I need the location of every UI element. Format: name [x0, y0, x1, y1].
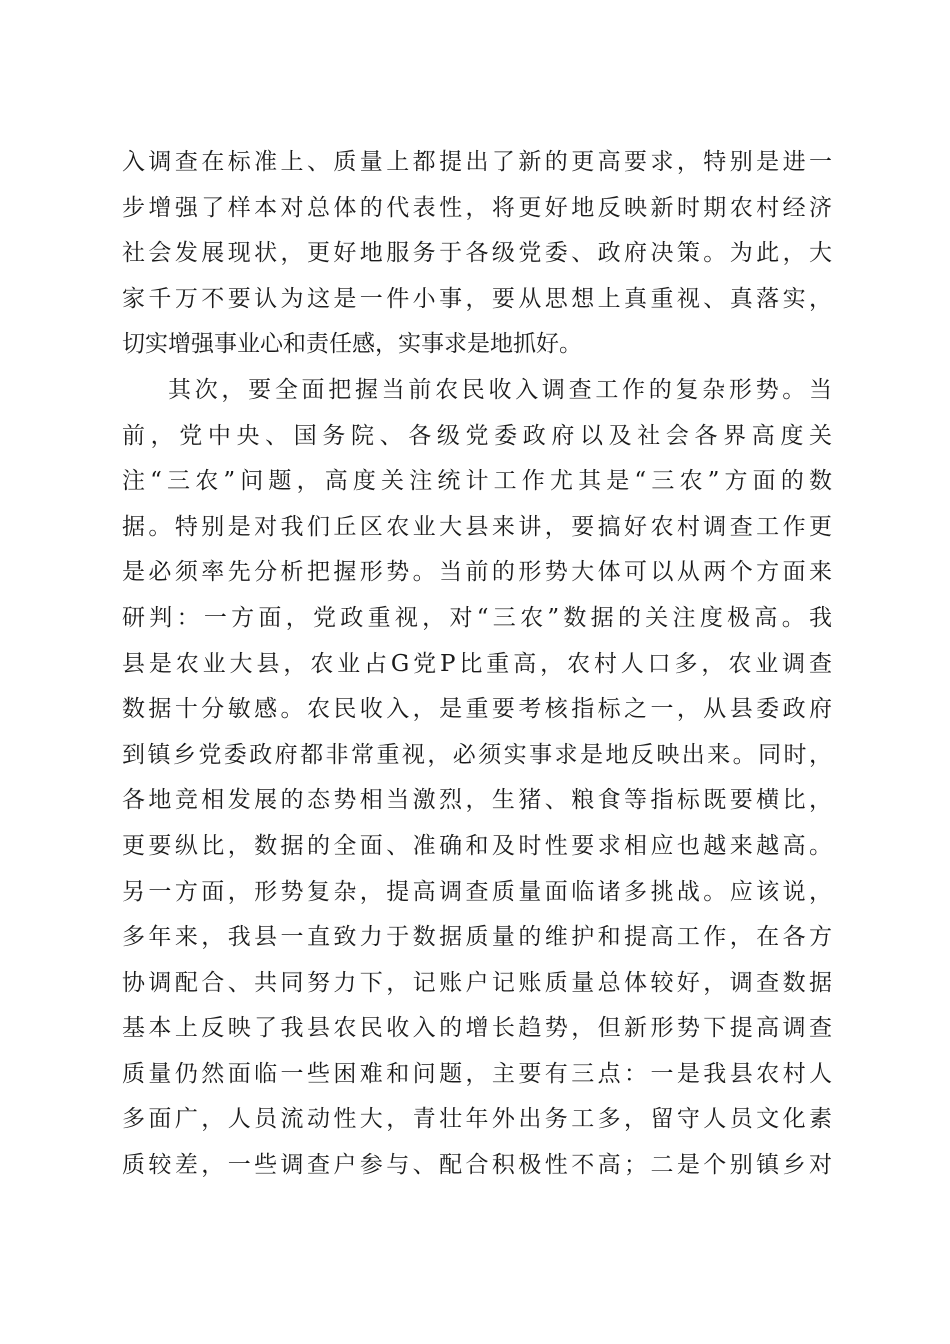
paragraph-2-line-4: 据。特别是对我们丘区农业大县来讲，要搞好农村调查工作更	[122, 513, 832, 540]
paragraph-2-line-18: 质较差，一些调查户参与、配合积极性不高；二是个别镇乡对	[122, 1152, 832, 1179]
paragraph-2-line-6: 研判：一方面，党政重视，对“三农”数据的关注度极高。我	[122, 604, 832, 631]
paragraph-1-line-3: 社会发展现状，更好地服务于各级党委、政府决策。为此，大	[122, 240, 832, 267]
paragraph-2-line-11: 更要纵比，数据的全面、准确和及时性要求相应也越来越高。	[122, 832, 832, 859]
paragraph-2-line-2: 前，党中央、国务院、各级党委政府以及社会各界高度关	[122, 422, 832, 449]
paragraph-2-line-13: 多年来，我县一直致力于数据质量的维护和提高工作，在各方	[122, 924, 832, 951]
paragraph-1-line-4: 家千万不要认为这是一件小事，要从思想上真重视、真落实，	[122, 285, 832, 312]
paragraph-1-line-2: 步增强了样本对总体的代表性，将更好地反映新时期农村经济	[122, 194, 832, 221]
document-body	[122, 140, 832, 1189]
paragraph-2-line-1: 其次，要全面把握当前农民收入调查工作的复杂形势。当	[168, 376, 832, 403]
paragraph-2-line-17: 多面广，人员流动性大，青壮年外出务工多，留守人员文化素	[122, 1106, 832, 1133]
paragraph-2-line-14: 协调配合、共同努力下，记账户记账质量总体较好，调查数据	[122, 969, 832, 996]
paragraph-2-line-16: 质量仍然面临一些困难和问题，主要有三点：一是我县农村人	[122, 1060, 832, 1087]
paragraph-2-line-10: 各地竞相发展的态势相当激烈，生猪、粮食等指标既要横比，	[122, 787, 832, 814]
paragraph-2-line-15: 基本上反映了我县农民收入的增长趋势，但新形势下提高调查	[122, 1015, 832, 1042]
paragraph-2-line-3: 注“三农”问题，高度关注统计工作尤其是“三农”方面的数	[122, 468, 832, 495]
paragraph-2-line-8: 数据十分敏感。农民收入，是重要考核指标之一，从县委政府	[122, 696, 832, 723]
paragraph-2-line-5: 是必须率先分析把握形势。当前的形势大体可以从两个方面来	[122, 559, 832, 586]
paragraph-2-line-7: 县是农业大县，农业占G党P比重高，农村人口多，农业调查	[122, 650, 832, 677]
paragraph-1-line-1: 入调查在标准上、质量上都提出了新的更高要求，特别是进一	[122, 149, 832, 175]
paragraph-2-line-9: 到镇乡党委政府都非常重视，必须实事求是地反映出来。同时，	[122, 741, 832, 768]
paragraph-1-line-5: 切实增强事业心和责任感，实事求是地抓好。	[122, 331, 582, 358]
paragraph-2-line-12: 另一方面，形势复杂，提高调查质量面临诸多挑战。应该说，	[122, 878, 832, 905]
